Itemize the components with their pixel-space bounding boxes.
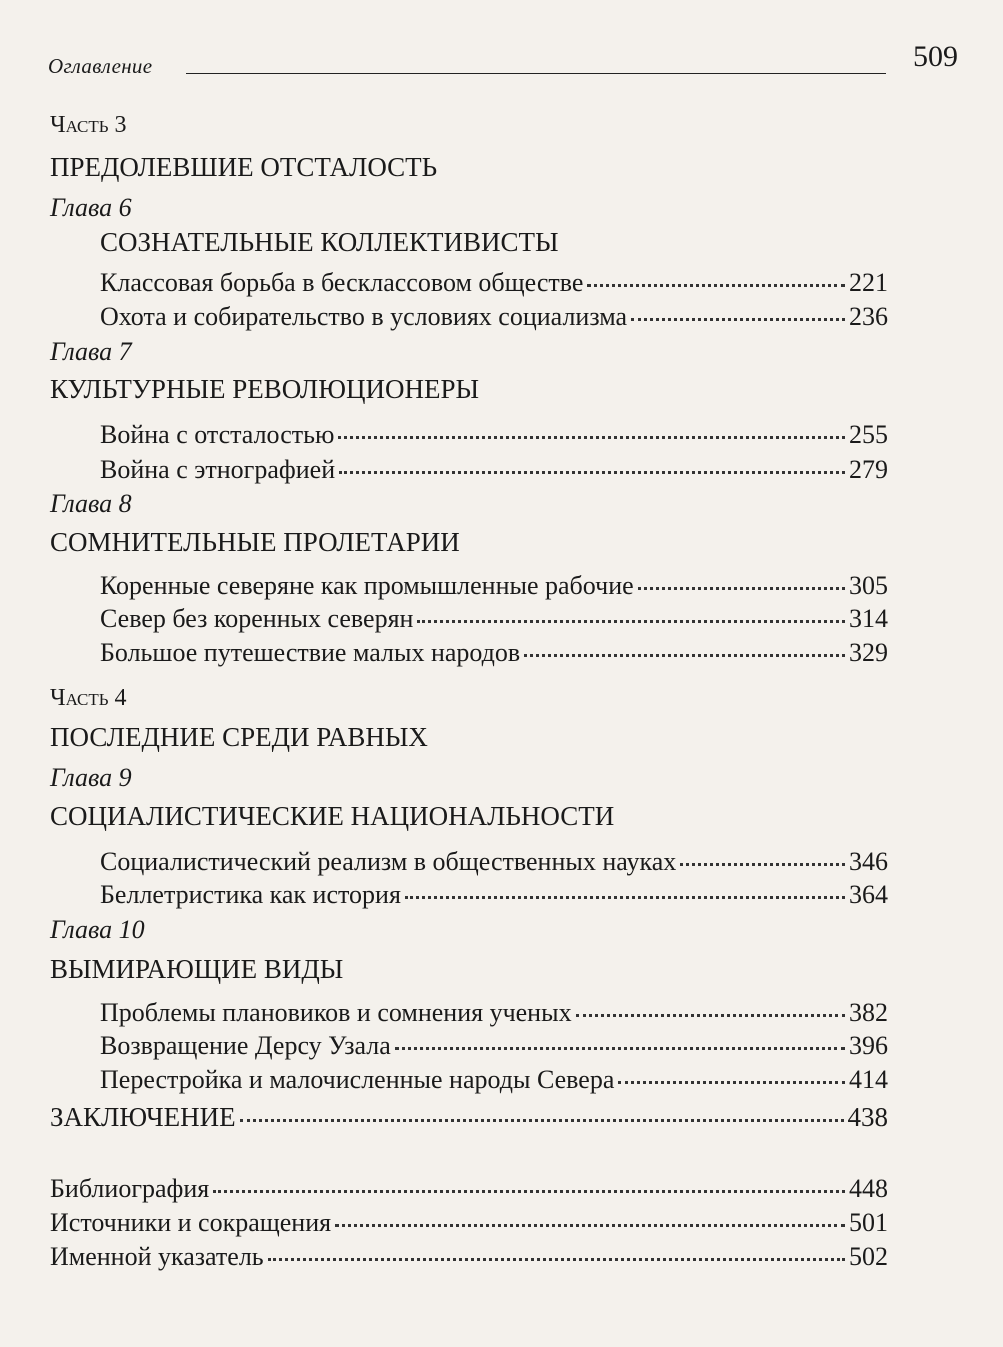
toc-entry[interactable] — [100, 449, 888, 485]
toc-entry-page: 279 — [849, 455, 888, 484]
chapter-title: КУЛЬТУРНЫЕ РЕВОЛЮЦИОНЕРЫ — [50, 374, 480, 404]
toc-entry-page: 502 — [849, 1242, 888, 1271]
chapter-title: СОЗНАТЕЛЬНЫЕ КОЛЛЕКТИВИСТЫ — [100, 227, 559, 257]
toc-entry-title: Классовая борьба в бесклассовом обществе — [100, 268, 584, 297]
toc-entry-page: 396 — [849, 1031, 888, 1060]
part-label: Часть 3 — [50, 112, 127, 138]
dot-leader — [417, 594, 845, 623]
dot-leader — [631, 292, 845, 321]
toc-entry-title: Социалистический реализм в общественных науках — [100, 847, 677, 876]
header-section-label: Оглавление — [48, 54, 153, 78]
toc-entry[interactable] — [100, 632, 888, 668]
toc-entry-title: Война с отсталостью — [100, 420, 335, 449]
dot-leader — [338, 410, 845, 439]
dot-leader — [395, 1021, 845, 1050]
part-title: ПРЕДОЛЕВШИЕ ОТСТАЛОСТЬ — [50, 152, 438, 182]
toc-entry[interactable] — [100, 296, 888, 332]
toc-entry-title: Библиография — [50, 1174, 210, 1203]
chapter-title: СОЦИАЛИСТИЧЕСКИЕ НАЦИОНАЛЬНОСТИ — [50, 801, 615, 831]
toc-entry-page: 236 — [849, 302, 888, 331]
toc-entry-title: Именной указатель — [50, 1242, 264, 1271]
dot-leader — [268, 1232, 845, 1261]
toc-entry-title: Север без коренных северян — [100, 604, 414, 633]
dot-leader — [405, 870, 845, 899]
chapter-title: ВЫМИРАЮЩИЕ ВИДЫ — [50, 954, 344, 984]
toc-entry-title: Большое путешествие малых народов — [100, 638, 521, 667]
toc-entry-page: 382 — [849, 998, 888, 1027]
part-label: Часть 4 — [50, 685, 127, 711]
toc-entry-page: 305 — [849, 571, 888, 600]
toc-entry-page: 414 — [849, 1065, 888, 1094]
dot-leader — [524, 628, 845, 657]
chapter-label: Глава 10 — [50, 915, 145, 944]
toc-entry-title: Возвращение Дерсу Узала — [100, 1031, 391, 1060]
chapter-title: СОМНИТЕЛЬНЫЕ ПРОЛЕТАРИИ — [50, 527, 460, 557]
chapter-label: Глава 7 — [50, 337, 132, 366]
toc-entry-title: ЗАКЛЮЧЕНИЕ — [50, 1102, 236, 1132]
toc-entry[interactable] — [100, 1059, 888, 1095]
toc-entry[interactable] — [100, 874, 888, 910]
toc-entry-page: 501 — [849, 1208, 888, 1237]
toc-entry-page: 314 — [849, 604, 888, 633]
toc-entry-title: Коренные северяне как промышленные рабочие — [100, 571, 634, 600]
dot-leader — [587, 258, 845, 287]
toc-entry-title: Перестройка и малочисленные народы Севера — [100, 1065, 615, 1094]
toc-entry-page: 221 — [849, 268, 888, 297]
chapter-label: Глава 8 — [50, 489, 132, 518]
dot-leader — [638, 561, 845, 590]
toc-entry[interactable] — [50, 1236, 888, 1272]
dot-leader — [576, 988, 845, 1017]
toc-entry-page: 255 — [849, 420, 888, 449]
dot-leader — [339, 445, 845, 474]
toc-entry-page: 329 — [849, 638, 888, 667]
toc-entry-conclusion[interactable] — [50, 1097, 888, 1133]
toc-entry-page: 448 — [849, 1174, 888, 1203]
dot-leader — [335, 1198, 845, 1227]
dot-leader — [213, 1164, 845, 1193]
dot-leader — [680, 837, 845, 866]
dot-leader — [618, 1055, 845, 1084]
chapter-label: Глава 6 — [50, 193, 132, 222]
part-title: ПОСЛЕДНИЕ СРЕДИ РАВНЫХ — [50, 722, 428, 752]
chapter-label: Глава 9 — [50, 763, 132, 792]
page-number: 509 — [913, 40, 958, 73]
dot-leader — [240, 1093, 844, 1122]
toc-entry-title: Война с этнографией — [100, 455, 336, 484]
toc-entry-title: Охота и собирательство в условиях социализма — [100, 302, 628, 331]
toc-entry-page: 438 — [847, 1102, 888, 1132]
toc-entry-page: 364 — [849, 880, 888, 909]
toc-entry-page: 346 — [849, 847, 888, 876]
toc-entry-title: Проблемы плановиков и сомнения ученых — [100, 998, 572, 1027]
toc-entry-title: Беллетристика как история — [100, 880, 401, 909]
toc-entry-title: Источники и сокращения — [50, 1208, 332, 1237]
